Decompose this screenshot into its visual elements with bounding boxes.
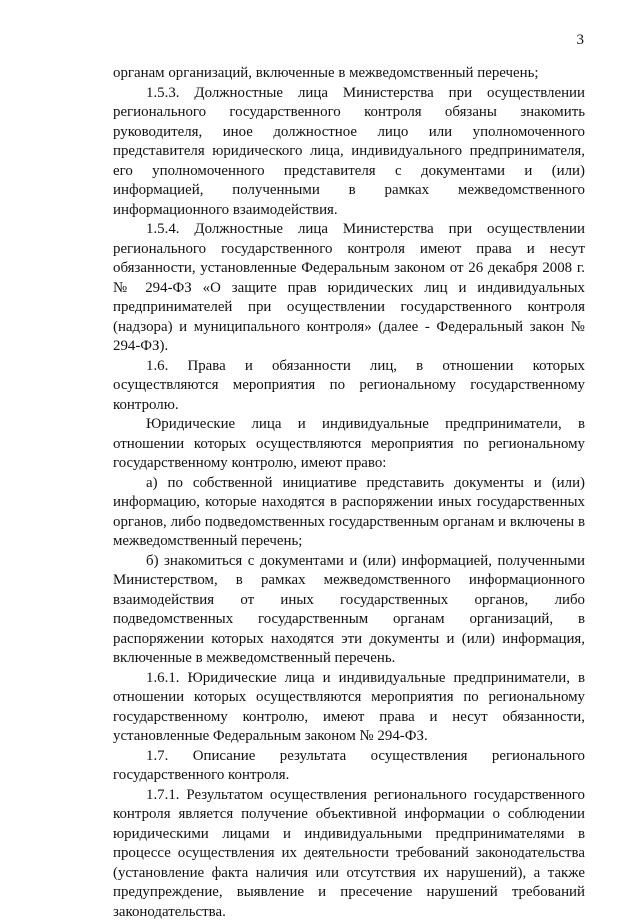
paragraph: 1.7.1. Результатом осуществления регионального государственного контроля является получение объективной информации о соблюдении юридическими лицами и индивидуальными предпринимателями в процессе осуществления их деятельности требований законодательства (установление факта наличия или отсутствия их нарушений), а также предупреждение, выявление и пресечение нарушений требований законодательства.: [113, 786, 585, 922]
paragraph: 1.5.4. Должностные лица Министерства при осуществлении регионального государственного контроля имеют права и несут обязанности, установленные Федеральным законом от 26 декабря 2008 г. № 294-ФЗ «О защите прав юридических лиц и индивидуальных предпринимателей при осуществлении государственного контроля (надзора) и муниципального контроля» (далее - Федеральный закон № 294-ФЗ).: [113, 220, 585, 357]
paragraph: 1.5.3. Должностные лица Министерства при осуществлении регионального государственного контроля обязаны знакомить руководителя, иное должностное лицо или уполномоченного представителя юридического лица, индивидуального предпринимателя, его уполномоченного представителя с документами и (или) информацией, полученными в рамках межведомственного информационного взаимодействия.: [113, 84, 585, 221]
paragraph: 1.6. Права и обязанности лиц, в отношении которых осуществляются мероприятия по региональному государственному контролю.: [113, 357, 585, 416]
paragraph: органам организаций, включенные в межведомственный перечень;: [113, 64, 585, 84]
paragraph: а) по собственной инициативе представить документы и (или) информацию, которые находятся в распоряжении иных государственных органов, либо подведомственных государственным органам и включены в межведомственный перечень;: [113, 474, 585, 552]
paragraph: б) знакомиться с документами и (или) информацией, полученными Министерством, в рамках межведомственного информационного взаимодействия от иных государственных органов, либо подведомственных государственным органам организаций, в распоряжении которых находятся эти документы и (или) информация, включенные в межведомственный перечень.: [113, 552, 585, 669]
paragraph: Юридические лица и индивидуальные предприниматели, в отношении которых осуществляются мероприятия по региональному государственному контролю, имеют право:: [113, 415, 585, 474]
document-body: [113, 64, 585, 922]
paragraph: 1.6.1. Юридические лица и индивидуальные предприниматели, в отношении которых осуществляются мероприятия по региональному государственному контролю, имеют права и несут обязанности, установленные Федеральным законом № 294-ФЗ.: [113, 669, 585, 747]
page-number: 3: [577, 33, 585, 48]
paragraph: 1.7. Описание результата осуществления регионального государственного контроля.: [113, 747, 585, 786]
